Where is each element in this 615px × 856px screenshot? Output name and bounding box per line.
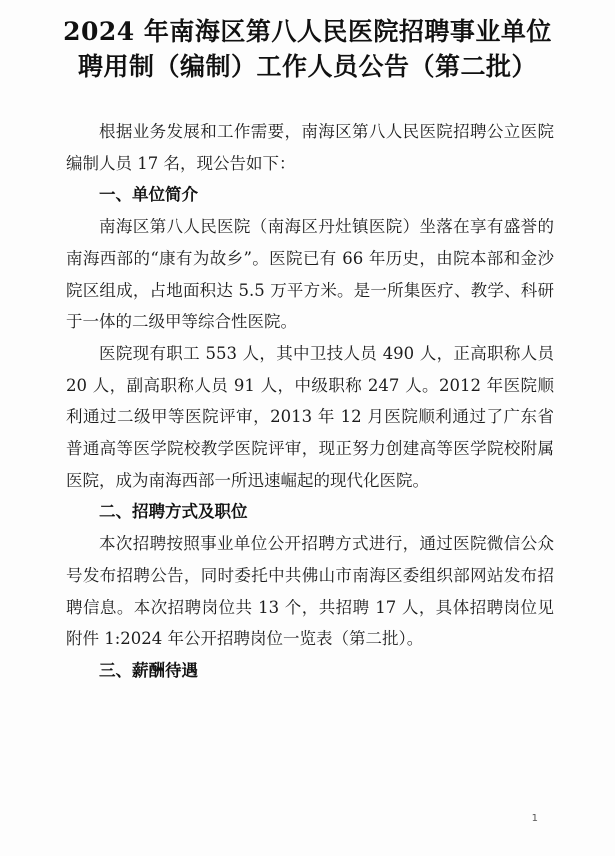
section-heading-recruitment: 二、招聘方式及职位: [99, 502, 248, 522]
document-body: [66, 116, 554, 687]
title-line-2: 聘用制（编制）工作人员公告（第二批）: [77, 52, 537, 81]
title-line-1: 2024 年南海区第八人民医院招聘事业单位: [63, 17, 552, 46]
section-heading-salary: 三、薪酬待遇: [99, 660, 198, 680]
page-number: 1: [531, 813, 538, 824]
unit-intro-paragraph-1: 南海区第八人民医院（南海区丹灶镇医院）坐落在享有盛誉的南海西部的“康有为故乡”。医院已有 66 年历史，由院本部和金沙院区组成，占地面积达 5.5 万平方米。是一所集医疗、教学、科研于一体的二级甲等综合性医院。: [66, 217, 554, 332]
recruitment-paragraph-1: 本次招聘按照事业单位公开招聘方式进行，通过医院微信公众号发布招聘公告，同时委托中共佛山市南海区委组织部网站发布招聘信息。本次招聘岗位共 13 个，共招聘 17 人，具体招聘岗位见附件 1:2024 年公开招聘岗位一览表（第二批）。: [66, 534, 554, 649]
unit-intro-paragraph-2: 医院现有职工 553 人，其中卫技人员 490 人，正高职称人员 20 人，副高职称人员 91 人，中级职称 247 人。2012 年医院顺利通过二级甲等医院评审，2013 年 12 月医院顺利通过了广东省普通高等医学院校教学医院评审，现正努力创建高等医学院校附属医院，成为南海西部一所迅速崛起的现代化医院。: [66, 343, 554, 490]
intro-paragraph: 根据业务发展和工作需要，南海区第八人民医院招聘公立医院编制人员 17 名，现公告如下：: [66, 122, 554, 173]
document-title: [0, 14, 615, 84]
section-heading-unit-intro: 一、单位简介: [99, 185, 198, 205]
